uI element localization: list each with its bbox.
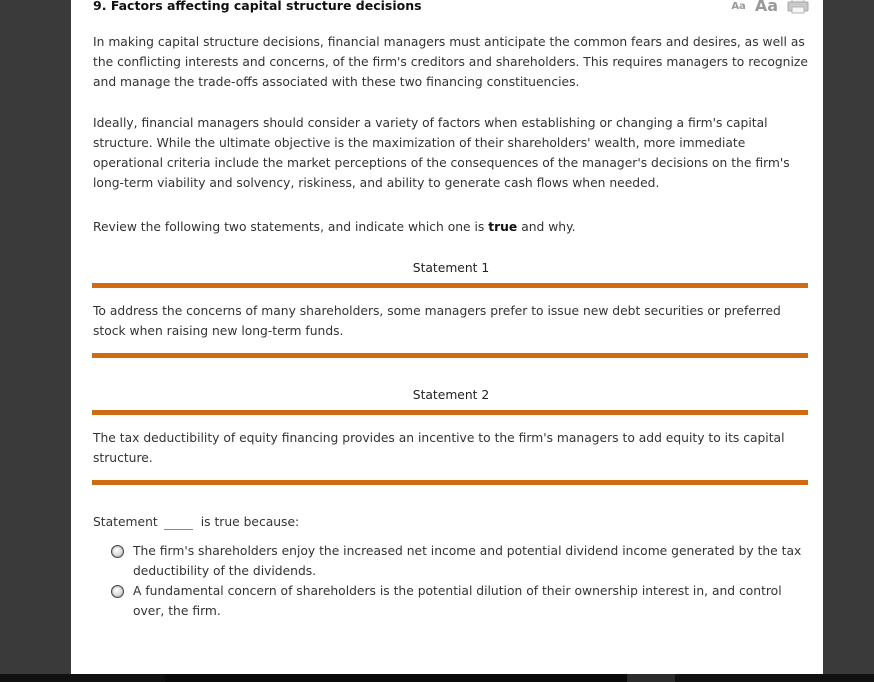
background-strip-segment: [165, 674, 627, 682]
question-title: [93, 0, 422, 15]
text-tools: [731, 0, 809, 16]
question-page: [71, 0, 823, 674]
answer-option-1-text: The firm's shareholders enjoy the increased net income and potential dividend income generated by the tax deductibility of the dividends.: [133, 544, 802, 578]
intro-paragraph: In making capital structure decisions, financial managers must anticipate the common fears and desires, as well as the conflicting interests and concerns, of the firm's creditors and shareholders. This requires managers to recognize and manage the trade-offs associated with these two financing constituencies.: [93, 35, 808, 89]
question-number: 9.: [93, 0, 107, 13]
question-title-text: Factors affecting capital structure decisions: [110, 0, 422, 13]
background-strip-segment: [627, 674, 675, 682]
statement-2-header: Statement 2: [412, 388, 490, 402]
answer-option-1[interactable]: [111, 542, 811, 581]
answer-prompt-before: Statement: [93, 515, 158, 529]
statement-2-top-rule: [92, 410, 808, 415]
font-size-decrease-button[interactable]: Aa: [731, 1, 746, 12]
instruction-bold: true: [488, 220, 518, 234]
background-strip: [0, 674, 874, 682]
answer-prompt: [93, 512, 299, 532]
context-paragraph: Ideally, financial managers should consider a variety of factors when establishing or changing a firm's capital structure. While the ultimate objective is the maximization of their shareholders' wealth, more immediate operational criteria include the market perceptions of the consequences of the manager's decisions on the firm's long-term viability and solvency, riskiness, and ability to generate cash flows when needed.: [93, 116, 790, 190]
answer-option-2-text: A fundamental concern of shareholders is the potential dilution of their ownership interest in, and control over, the firm.: [133, 584, 782, 618]
instruction-before: Review the following two statements, and indicate which one is: [93, 220, 489, 234]
statement-2-bottom-rule: [92, 480, 808, 485]
statement-1-text: To address the concerns of many shareholders, some managers prefer to issue new debt securities or preferred stock when raising new long-term funds.: [93, 304, 781, 338]
instruction-after: and why.: [517, 220, 576, 234]
statement-blank-dropdown[interactable]: [164, 515, 193, 530]
font-size-increase-button[interactable]: Aa: [754, 0, 778, 15]
statement-2-text: The tax deductibility of equity financing provides an incentive to the firm's managers to add equity to its capital structure.: [93, 431, 785, 465]
statement-1-top-rule: [92, 283, 808, 288]
answer-option-2[interactable]: [111, 582, 811, 621]
print-icon[interactable]: [787, 0, 809, 14]
statement-1-header: Statement 1: [412, 261, 490, 275]
statement-1-bottom-rule: [92, 353, 808, 358]
radio-button-icon[interactable]: [111, 545, 124, 558]
radio-button-icon[interactable]: [111, 585, 124, 598]
answer-prompt-after: is true because:: [200, 515, 300, 529]
instruction-text: [93, 217, 809, 237]
